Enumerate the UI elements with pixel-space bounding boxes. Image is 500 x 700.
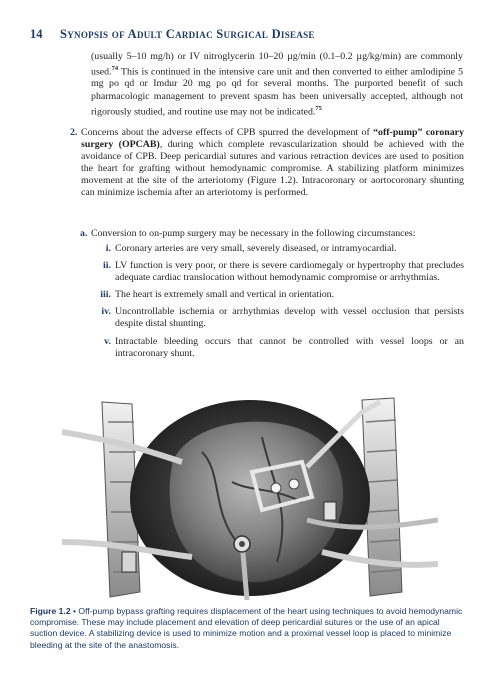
list-item-text: LV function is very poor, or there is severe cardiomegaly or hypertrophy that precludes adequate cardiac translocation without hemodynamic compromise or arrhythmias. [115,260,464,284]
para-line: indicated. [276,105,316,117]
item-number: 2. [70,127,78,138]
page-number: 14 [30,27,43,41]
sub-item-text: Conversion to on-pump surgery may be necessary in the following circumstances: [91,228,416,239]
list-marker: v. [104,335,111,347]
continuation-paragraph [91,51,463,118]
list-item [91,336,464,360]
para-line: This is continued in the intensive care unit and then converted [118,66,372,78]
figure-illustration [62,392,438,600]
list-marker: iv. [101,306,111,318]
item-intro: Concerns about the adverse effects of CPB spurred the development of [81,127,374,138]
list-marker: i. [105,243,111,254]
opcab-illustration [62,392,438,600]
item-term: “off-pump” coronary surgery (OPCAB) [81,127,465,151]
circumstances-list [91,243,464,365]
list-item-text: The heart is extremely small and vertical in orientation. [115,289,335,301]
figure-caption [30,606,466,651]
para-line: to either amlodipine 5 mg po qd or Imdur 20 mg po qd for several months. The [91,66,464,90]
para-line: commonly used. [91,51,463,78]
reference-superscript: 75 [315,104,322,112]
caption-text: Off-pump bypass grafting requires displacement of the heart using techniques to avoid hemodynamic compromise. These may include placement and elevation of deep pericardial sutures or the use of an apical suction device. A stabilizing device is used to minimize motion and a proximal vessel loop is placed to minimize bleeding at the site of the anastomosis. [30,606,463,650]
numbered-item-2 [70,127,464,200]
item-body [81,127,464,200]
list-item [91,289,464,301]
list-marker: ii. [103,260,111,272]
running-head-title: Synopsis of Adult Cardiac Surgical Disease [60,27,315,41]
para-line: universally accepted, although not rigorously studied, and routine use may not be [91,90,464,117]
list-item [91,306,464,330]
figure-label: Figure 1.2 [30,606,71,616]
reference-superscript: 74 [111,65,119,73]
sub-item-marker: a. [80,228,88,239]
sub-item-a [80,228,464,240]
list-marker: iii. [100,289,111,301]
caption-bullet: • [70,606,79,616]
list-item-text: Uncontrollable ischemia or arrhythmias develop with vessel occlusion that persists despite distal shunting. [115,306,464,330]
item-rest: , during which complete revascularization should be achieved with the avoidance of CPB. Deep pericardial sutures and various retraction devices are used to position the heart for grafting without hemodynamic compromise. A stabilizing platform minimizes movement at the site of the arteriotomy (Figure 1.2). Intracoronary or aortocoronary shunting can minimize ischemia after an arteriotomy is performed. [81,139,464,199]
para-line: purported benefit of such pharmacologic management to prevent spasm has been [91,78,463,102]
para-line: (usually 5–10 mg/h) or IV nitroglycerin 10–20 µg/min (0.1–0.2 µg/kg/min) are [91,51,417,62]
list-item [91,243,464,255]
list-item [91,260,464,284]
running-head [30,27,315,42]
list-item-text: Coronary arteries are very small, severely diseased, or intramyocardial. [115,243,397,254]
list-item-text: Intractable bleeding occurs that cannot be controlled with vessel loops or an intracoronary shunt. [115,335,464,359]
